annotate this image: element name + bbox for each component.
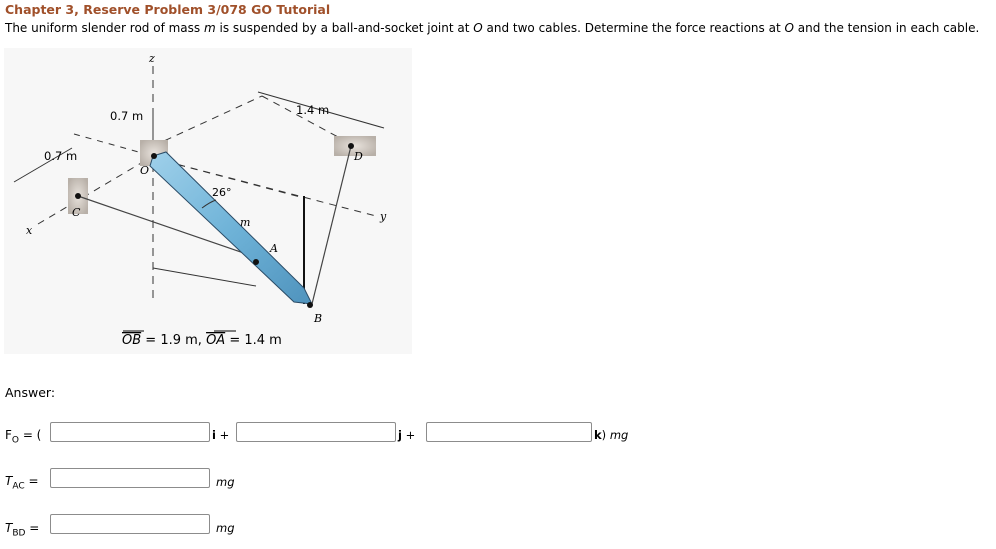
tbd-input[interactable] <box>50 514 210 534</box>
fo-eq: = ( <box>19 428 42 442</box>
mg-unit: mg <box>216 475 235 489</box>
tbd-sub: BD <box>12 528 26 539</box>
answer-label: Answer: <box>5 385 56 400</box>
j-unit: j <box>398 428 402 442</box>
fo-j-mark <box>398 428 415 442</box>
label-b: B <box>314 312 323 325</box>
point-o <box>151 153 157 159</box>
fo-i-mark <box>212 428 229 442</box>
tac-label <box>5 474 39 491</box>
fo-z-input[interactable] <box>426 422 592 442</box>
tac-unit <box>216 475 235 489</box>
problem-title: Chapter 3, Reserve Problem 3/078 GO Tutorial <box>5 2 331 17</box>
label-a: A <box>270 242 278 255</box>
tbd-eq: = <box>25 521 40 535</box>
tac-input[interactable] <box>50 468 210 488</box>
label-x: x <box>26 224 33 237</box>
statement-text: The uniform slender rod of mass <box>5 21 204 35</box>
caption-ob: OB <box>122 333 142 348</box>
caption-ob-val: = 1.9 m, <box>141 333 207 348</box>
fo-x-input[interactable] <box>50 422 210 442</box>
plus-sign: + <box>401 428 416 442</box>
problem-figure <box>4 48 412 354</box>
fo-y-input[interactable] <box>236 422 396 442</box>
mg-unit: mg <box>216 521 235 535</box>
label-z: z <box>149 52 155 65</box>
statement-o: O <box>473 21 483 35</box>
tac-eq: = <box>24 474 39 488</box>
point-d <box>348 143 354 149</box>
fo-k-mark <box>594 428 628 442</box>
tbd-label <box>5 521 39 538</box>
caption-oa: OA <box>206 333 226 348</box>
caption-oa-val: = 1.4 m <box>225 333 282 348</box>
label-m: m <box>240 216 251 229</box>
k-unit: k <box>594 428 602 442</box>
tbd-prefix: T <box>5 521 13 535</box>
mg-unit: mg <box>609 428 629 442</box>
label-14: 1.4 m <box>296 103 330 117</box>
caption <box>122 333 282 348</box>
label-07-top: 0.7 m <box>110 109 144 123</box>
tac-sub: AC <box>12 481 25 492</box>
statement-o: O <box>784 21 794 35</box>
tbd-unit <box>216 521 235 535</box>
statement-text: and two cables. Determine the force reactions at <box>482 21 785 35</box>
fo-sub: O <box>11 435 19 446</box>
point-c <box>75 193 81 199</box>
label-angle: 26° <box>212 186 232 199</box>
statement-m: m <box>203 21 216 35</box>
label-07-left: 0.7 m <box>44 149 78 163</box>
label-y: y <box>380 210 387 223</box>
close-paren: ) <box>601 428 607 442</box>
label-o: O <box>140 164 150 177</box>
statement-text: is suspended by a ball-and-socket joint at <box>215 21 474 35</box>
problem-statement <box>5 21 979 35</box>
label-c: C <box>72 206 81 219</box>
i-unit: i <box>212 428 216 442</box>
statement-text: and the tension in each cable. <box>793 21 980 35</box>
point-b <box>307 302 313 308</box>
point-a <box>253 259 259 265</box>
fo-prefix: F <box>5 428 12 442</box>
label-d: D <box>354 150 363 163</box>
plus-sign: + <box>215 428 230 442</box>
fo-label <box>5 428 41 445</box>
tac-prefix: T <box>5 474 13 488</box>
